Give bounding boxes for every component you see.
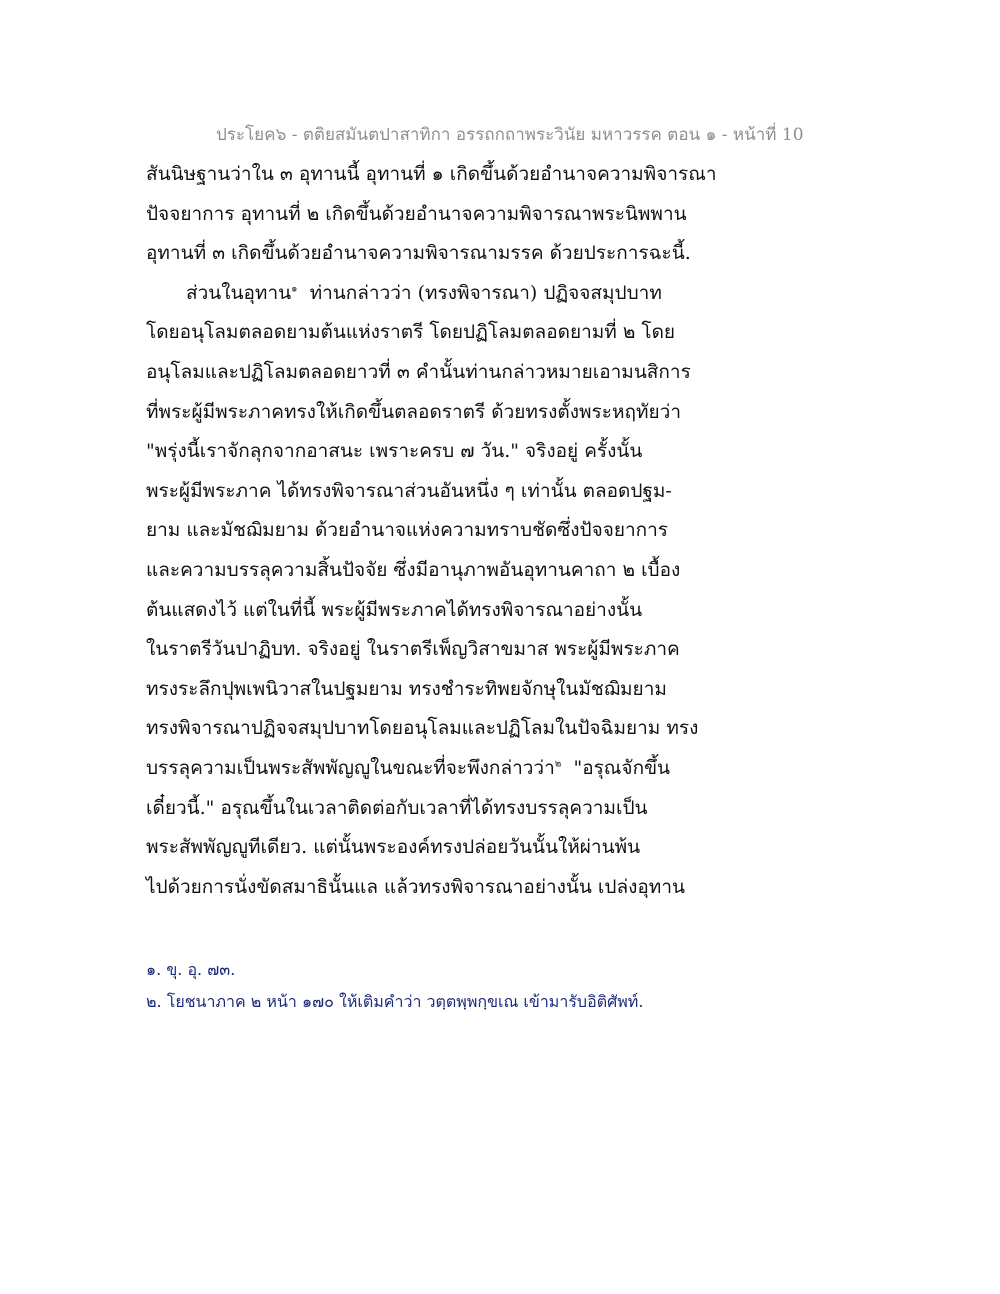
footnote-marker-2: ๒ <box>554 758 562 770</box>
text-line: โดยอนุโลมตลอดยามต้นแห่งราตรี โดยปฏิโลมตลอดยามที่ ๒ โดย <box>146 321 676 344</box>
text-line: ทรงพิจารณาปฏิจจสมุปบาทโดยอนุโลมและปฏิโลมในปัจฉิมยาม ทรง <box>146 717 699 740</box>
footnote-marker-1: ๑ <box>291 283 298 295</box>
body-text <box>146 155 866 907</box>
text-segment: บรรลุความเป็นพระสัพพัญญูในขณะที่จะพึงกล่าวว่า <box>146 756 555 779</box>
text-line: อุทานที่ ๓ เกิดขึ้นด้วยอำนาจความพิจารณามรรค ด้วยประการฉะนี้. <box>146 242 691 265</box>
text-line: ในราตรีวันปาฏิบท. จริงอยู่ ในราตรีเพ็ญวิสาขมาส พระผู้มีพระภาค <box>146 638 680 661</box>
text-line: ทรงระลึกปุพเพนิวาสในปฐมยาม ทรงชำระทิพยจักษุในมัชฌิมยาม <box>146 677 667 700</box>
text-line: พระสัพพัญญูทีเดียว. แต่นั้นพระองค์ทรงปล่อยวันนั้นให้ผ่านพ้น <box>146 836 641 859</box>
footnote-2: ๒. โยชนาภาค ๒ หน้า ๑๗๐ ให้เติมคำว่า วตฺตพฺพกฺขเณ เข้ามารับอิติศัพท์. <box>146 992 644 1011</box>
text-line: ยาม และมัชฌิมยาม ด้วยอำนาจแห่งความทราบชัดซึ่งปัจจยาการ <box>146 519 669 542</box>
text-segment: ส่วนในอุทาน <box>186 281 292 304</box>
text-segment: "อรุณจักขึ้น <box>573 756 671 779</box>
footnote-1: ๑. ขุ. อุ. ๗๓. <box>146 960 236 979</box>
text-line: สันนิษฐานว่าใน ๓ อุทานนี้ อุทานที่ ๑ เกิดขึ้นด้วยอำนาจความพิจารณา <box>146 163 717 185</box>
text-line: ต้นแสดงไว้ แต่ในที่นี้ พระผู้มีพระภาคได้ทรงพิจารณาอย่างนั้น <box>146 598 643 621</box>
text-line: "พรุ่งนี้เราจักลุกจากอาสนะ เพราะครบ ๗ วัน." จริงอยู่ ครั้งนั้น <box>146 440 643 463</box>
text-line: ไปด้วยการนั่งขัดสมาธินั้นแล แล้วทรงพิจารณาอย่างนั้น เปล่งอุทาน <box>146 875 685 898</box>
text-line-with-footnote <box>146 749 866 789</box>
running-header: ประโยค๖ - ตติยสมันตปาสาทิกา อรรถกถาพระวินัย มหาวรรค ตอน ๑ - หน้าที่ 10 <box>216 125 804 145</box>
text-segment: ท่านกล่าวว่า (ทรงพิจารณา) ปฏิจจสมุปบาท <box>309 281 662 304</box>
text-line: อนุโลมและปฏิโลมตลอดยาวที่ ๓ คำนั้นท่านกล่าวหมายเอามนสิการ <box>146 360 691 383</box>
text-line: และความบรรลุความสิ้นปัจจัย ซึ่งมีอานุภาพอันอุทานคาถา ๒ เบื้อง <box>146 558 681 581</box>
text-line: พระผู้มีพระภาค ได้ทรงพิจารณาส่วนอันหนึ่ง ๆ เท่านั้น ตลอดปฐม- <box>146 479 672 502</box>
text-line: ปัจจยาการ อุทานที่ ๒ เกิดขึ้นด้วยอำนาจความพิจารณาพระนิพพาน <box>146 202 687 225</box>
footnotes <box>146 954 866 1018</box>
text-line: เดี๋ยวนี้." อรุณขึ้นในเวลาติดต่อกับเวลาที่ได้ทรงบรรลุความเป็น <box>146 796 648 819</box>
paragraph-start-line <box>146 274 866 314</box>
text-line: ที่พระผู้มีพระภาคทรงให้เกิดขึ้นตลอดราตรี ด้วยทรงตั้งพระหฤทัยว่า <box>146 400 681 423</box>
